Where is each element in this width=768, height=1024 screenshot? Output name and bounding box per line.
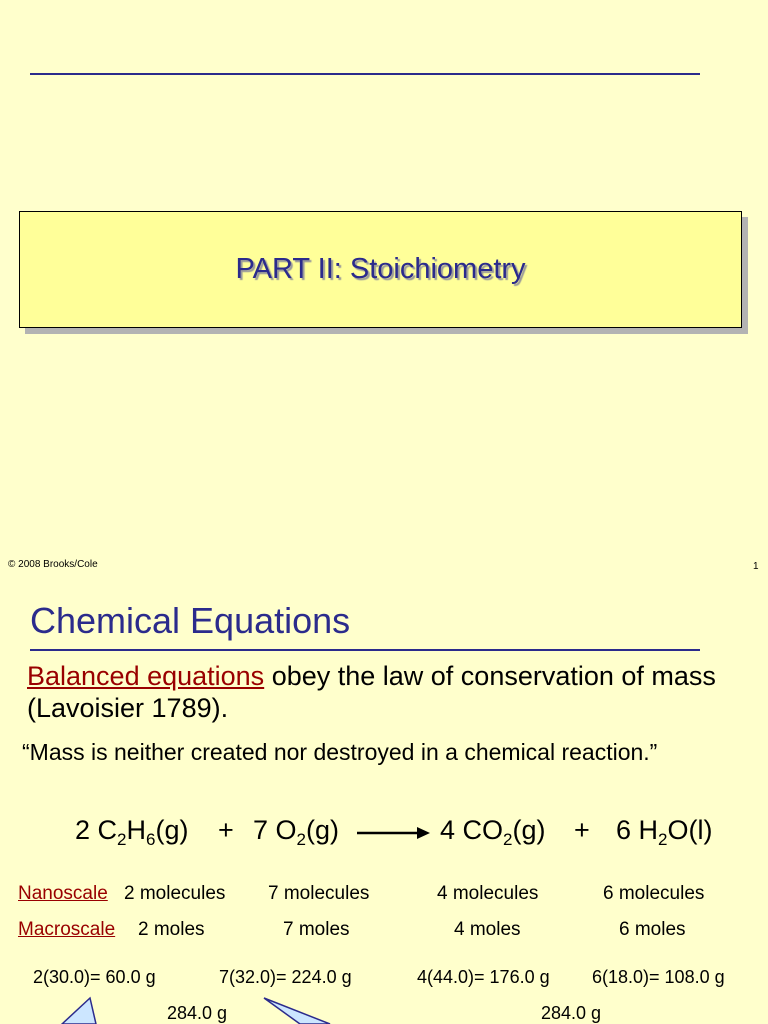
reactant-total: 284.0 g bbox=[167, 1003, 228, 1023]
mass-value: 7(32.0)= 224.0 g bbox=[219, 967, 352, 987]
nanoscale-value: 2 molecules bbox=[124, 883, 226, 904]
macroscale-value: 4 moles bbox=[454, 919, 521, 940]
product-co2: 4 $CO_2(g)$ bbox=[440, 815, 546, 849]
reactant-oxygen: 7 $O_2(g)$ bbox=[253, 815, 339, 849]
page-number: 1 bbox=[753, 561, 759, 572]
product-total: 284.0 g bbox=[541, 1003, 602, 1023]
plus-sign: + bbox=[218, 815, 234, 845]
mass-value: 4(44.0)= 176.0 g bbox=[417, 967, 550, 987]
slide-title: PART II: Stoichiometry bbox=[235, 253, 526, 285]
highlight-term: Balanced equations bbox=[27, 661, 265, 691]
balanced-equations-paragraph bbox=[27, 660, 747, 724]
product-water: 6 $H_2O(l)$ bbox=[616, 815, 713, 849]
callout-pointers bbox=[0, 995, 768, 1024]
section-title: Chemical Equations bbox=[30, 600, 351, 641]
nanoscale-value: 4 molecules bbox=[437, 883, 539, 904]
copyright: © 2008 Brooks/Cole bbox=[8, 559, 98, 570]
callout-pointer-left bbox=[62, 998, 96, 1024]
nanoscale-label: Nanoscale bbox=[18, 883, 108, 904]
nanoscale-value: 7 molecules bbox=[268, 883, 370, 904]
macroscale-value: 6 moles bbox=[619, 919, 686, 940]
conservation-quote: “Mass is neither created nor destroyed in a chemical reaction.” bbox=[22, 739, 658, 765]
macroscale-label: Macroscale bbox=[18, 919, 116, 940]
title-divider bbox=[30, 649, 700, 651]
nanoscale-value: 6 molecules bbox=[603, 883, 705, 904]
macroscale-value: 7 moles bbox=[283, 919, 350, 940]
plus-sign-2: + bbox=[574, 815, 590, 845]
mass-value: 2(30.0)= 60.0 g bbox=[33, 967, 156, 987]
macroscale-value: 2 moles bbox=[138, 919, 205, 940]
top-divider bbox=[30, 73, 700, 75]
mass-value: 6(18.0)= 108.0 g bbox=[592, 967, 725, 987]
reactant-ethane: 2 $C_2H_6(g)$ bbox=[75, 815, 189, 849]
title-box bbox=[19, 211, 742, 328]
paragraph-text: obey the law of conservation of mass (Lavoisier 1789). bbox=[27, 661, 716, 723]
reaction-arrow-icon bbox=[355, 825, 431, 841]
callout-pointer-right bbox=[264, 998, 330, 1024]
